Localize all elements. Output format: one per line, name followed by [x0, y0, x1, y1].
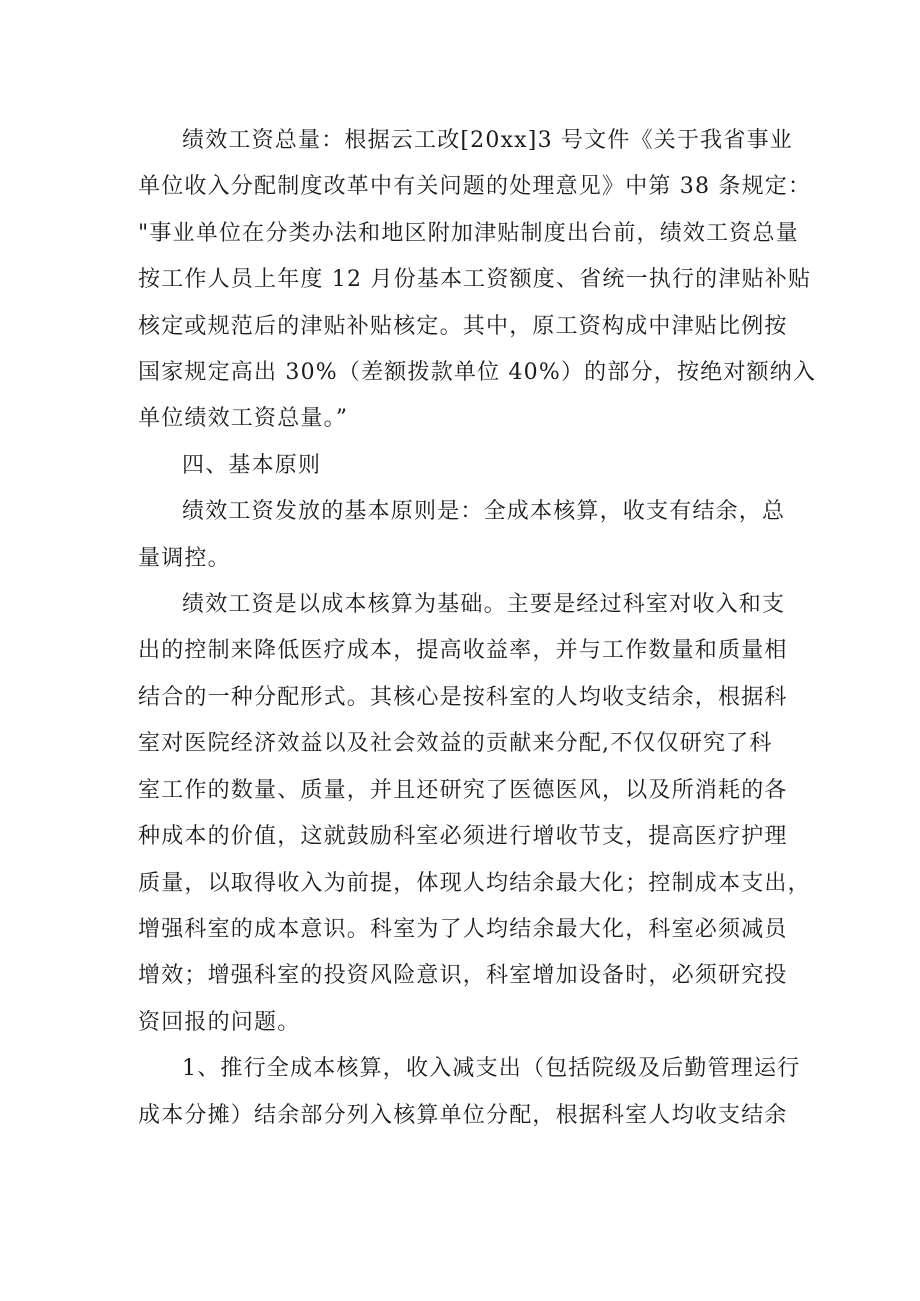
paragraph-item-1-full-cost-accounting [138, 1046, 801, 1139]
text-line: 国家规定高出 30%（差额拨款单位 40%）的部分，按绝对额纳入 [138, 360, 817, 386]
document-body [138, 118, 817, 1139]
text-line: 按工作人员上年度 12 月份基本工资额度、省统一执行的津贴补贴 [138, 267, 812, 293]
paragraph-cost-accounting-basis [138, 582, 811, 1046]
text-line: 室工作的数量、质量，并且还研究了医德医风，以及所消耗的各 [138, 777, 788, 803]
text-line: 种成本的价值，这就鼓励科室必须进行增收节支，提高医疗护理 [138, 824, 788, 850]
text-line: 资回报的问题。 [138, 1009, 301, 1035]
text-line: 量调控。 [138, 545, 231, 571]
text-line: 质量，以取得收入为前提，体现人均结余最大化；控制成本支出， [138, 870, 811, 896]
text-line: 核定或规范后的津贴补贴核定。其中，原工资构成中津贴比例按 [138, 313, 788, 339]
text-line: 结合的一种分配形式。其核心是按科室的人均收支结余，根据科 [138, 684, 788, 710]
text-line: 绩效工资是以成本核算为基础。主要是经过科室对收入和支 [182, 592, 786, 618]
text-line: 成本分摊）结余部分列入核算单位分配，根据科室人均收支结余 [138, 1102, 788, 1128]
text-line: 增效；增强科室的投资风险意识，科室增加设备时，必须研究投 [138, 963, 788, 989]
text-line: 1、推行全成本核算，收入减支出（包括院级及后勤管理运行 [182, 1056, 801, 1082]
text-line: "事业单位在分类办法和地区附加津贴制度出台前，绩效工资总量 [138, 220, 799, 246]
section-heading-text: 四、基本原则 [182, 452, 322, 478]
paragraph-basic-principle-statement [138, 489, 792, 582]
text-line: 增强科室的成本意识。科室为了人均结余最大化，科室必须减员 [138, 916, 788, 942]
text-line: 出的控制来降低医疗成本，提高收益率，并与工作数量和质量相 [138, 638, 788, 664]
text-line: 绩效工资总量：根据云工改[20xx]3 号文件《关于我省事业 [182, 128, 793, 153]
text-line: 室对医院经济效益以及社会效益的贡献来分配,不仅仅研究了科 [138, 731, 773, 757]
text-line: 单位收入分配制度改革中有关问题的处理意见》中第 38 条规定： [138, 174, 812, 200]
text-line: 绩效工资发放的基本原则是：全成本核算，收支有结余，总 [182, 499, 786, 525]
paragraph-performance-pay-total [138, 118, 817, 443]
section-heading-basic-principles [138, 443, 792, 489]
text-line: 单位绩效工资总量。” [138, 406, 349, 432]
